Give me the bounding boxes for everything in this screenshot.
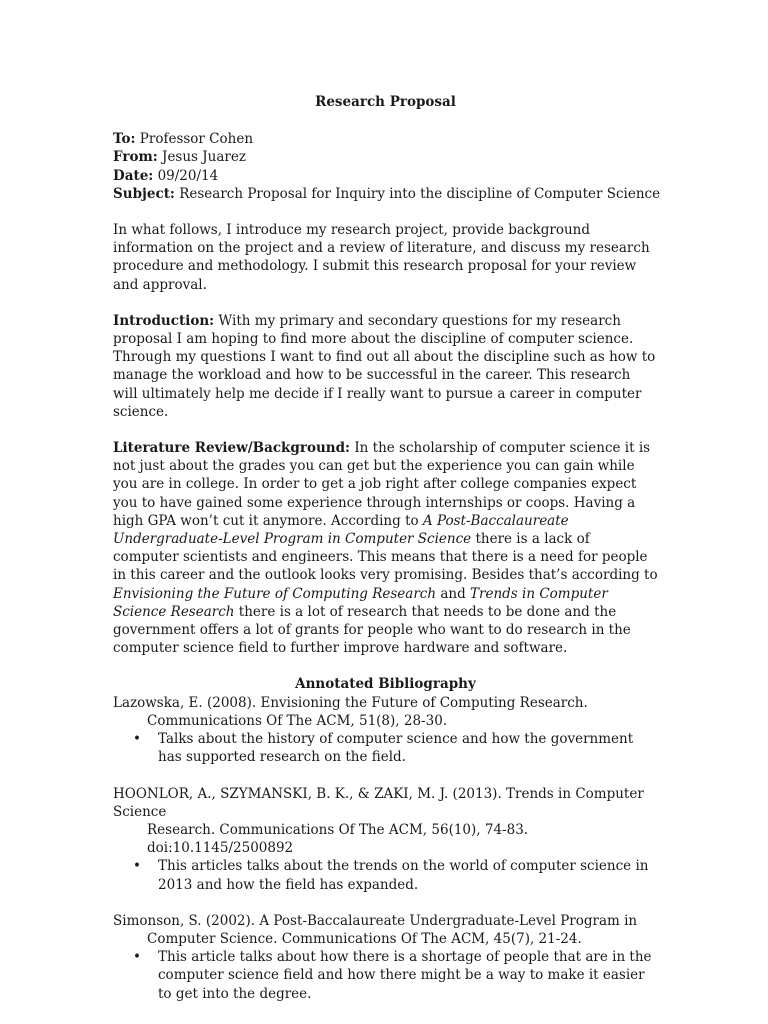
literature-section	[113, 439, 658, 657]
annotation-bullet: • This article talks about how there is a shortage of people that are in the computer science field and how there might be a way to make it easier to get into the degree.	[158, 948, 658, 1003]
introduction-section	[113, 312, 658, 421]
introduction-text: With my primary and secondary questions for my research proposal I am hoping to find more about the discipline of computer science. Through my questions I want to find out all about the discipline such as how to manage the workload and how to be successful in the career. This research will ultimately help me decide if I really want to pursue a career in computer science.	[113, 312, 656, 420]
literature-label: Literature Review/Background:	[113, 440, 351, 457]
memo-to-label: To:	[113, 131, 136, 148]
memo-from	[113, 148, 658, 166]
citation-line-1: HOONLOR, A., SZYMANSKI, B. K., & ZAKI, M. J. (2013). Trends in Computer Science	[113, 785, 644, 820]
memo-header	[113, 130, 661, 203]
literature-text-2: there is a lack of computer scientists and engineers. This means that there is a need for people in this career and the outlook looks very promising. Besides that’s according to	[113, 531, 658, 584]
citation-line-2: Research. Communications Of The ACM, 56(10), 74-83. doi:10.1145/2500892	[147, 821, 529, 857]
literature-title-2: Envisioning the Future of Computing Research	[113, 585, 437, 602]
literature-text-3: and	[440, 585, 466, 602]
literature-title-1: A Post-Baccalaureate Undergraduate-Level Program in Computer Science	[113, 512, 569, 548]
memo-from-value: Jesus Juarez	[162, 149, 246, 166]
literature-text-1: In the scholarship of computer science it is not just about the grades you can get but the experience you can gain while you are in college. In order to get a job right after college companies expect you to have gained some experience through internships or coops. Having a high GPA won’t cut it anymore. According to	[113, 440, 651, 529]
bibliography-entry	[113, 785, 658, 894]
memo-subject-label: Subject:	[113, 185, 175, 202]
memo-to	[113, 130, 658, 148]
literature-title-3: Trends in Computer Science Research	[113, 585, 608, 620]
memo-date-value: 09/20/14	[157, 167, 219, 184]
memo-date-label: Date:	[113, 167, 154, 184]
citation-line-1: Simonson, S. (2002). A Post-Baccalaureate Undergraduate-Level Program in	[113, 912, 638, 929]
literature-text-4: there is a lot of research that needs to be done and the government offers a lot of grants for people who want to do research in the computer science field to further improve hardware and software.	[113, 603, 631, 657]
citation-line-2: Communications Of The ACM, 51(8), 28-30.	[147, 712, 448, 729]
memo-subject-value: Research Proposal for Inquiry into the discipline of Computer Science	[179, 185, 661, 202]
annotation-bullet: • This articles talks about the trends on the world of computer science in 2013 and how the field has expanded.	[158, 857, 658, 893]
annotation-bullet: • Talks about the history of computer science and how the government has supported research on the field.	[158, 730, 658, 766]
annotation-list	[113, 857, 658, 893]
memo-to-value: Professor Cohen	[139, 131, 254, 148]
citation-line-1: Lazowska, E. (2008). Envisioning the Future of Computing Research.	[113, 694, 588, 711]
intro-paragraph: In what follows, I introduce my research project, provide background information on the project and a review of literature, and discuss my research procedure and methodology. I submit this research proposal for your review and approval.	[113, 222, 650, 293]
annotation-list	[113, 948, 658, 1003]
citation-line-2: Computer Science. Communications Of The ACM, 45(7), 21-24.	[147, 930, 582, 947]
bibliography-entry	[113, 694, 658, 767]
memo-from-label: From:	[113, 149, 158, 166]
memo-subject	[113, 185, 661, 203]
bibliography-entry	[113, 912, 658, 1003]
memo-date	[113, 167, 658, 185]
bibliography-title: Annotated Bibliography	[295, 676, 476, 693]
document-title: Research Proposal	[315, 94, 456, 110]
annotation-list	[113, 730, 658, 766]
introduction-label: Introduction:	[113, 312, 215, 329]
